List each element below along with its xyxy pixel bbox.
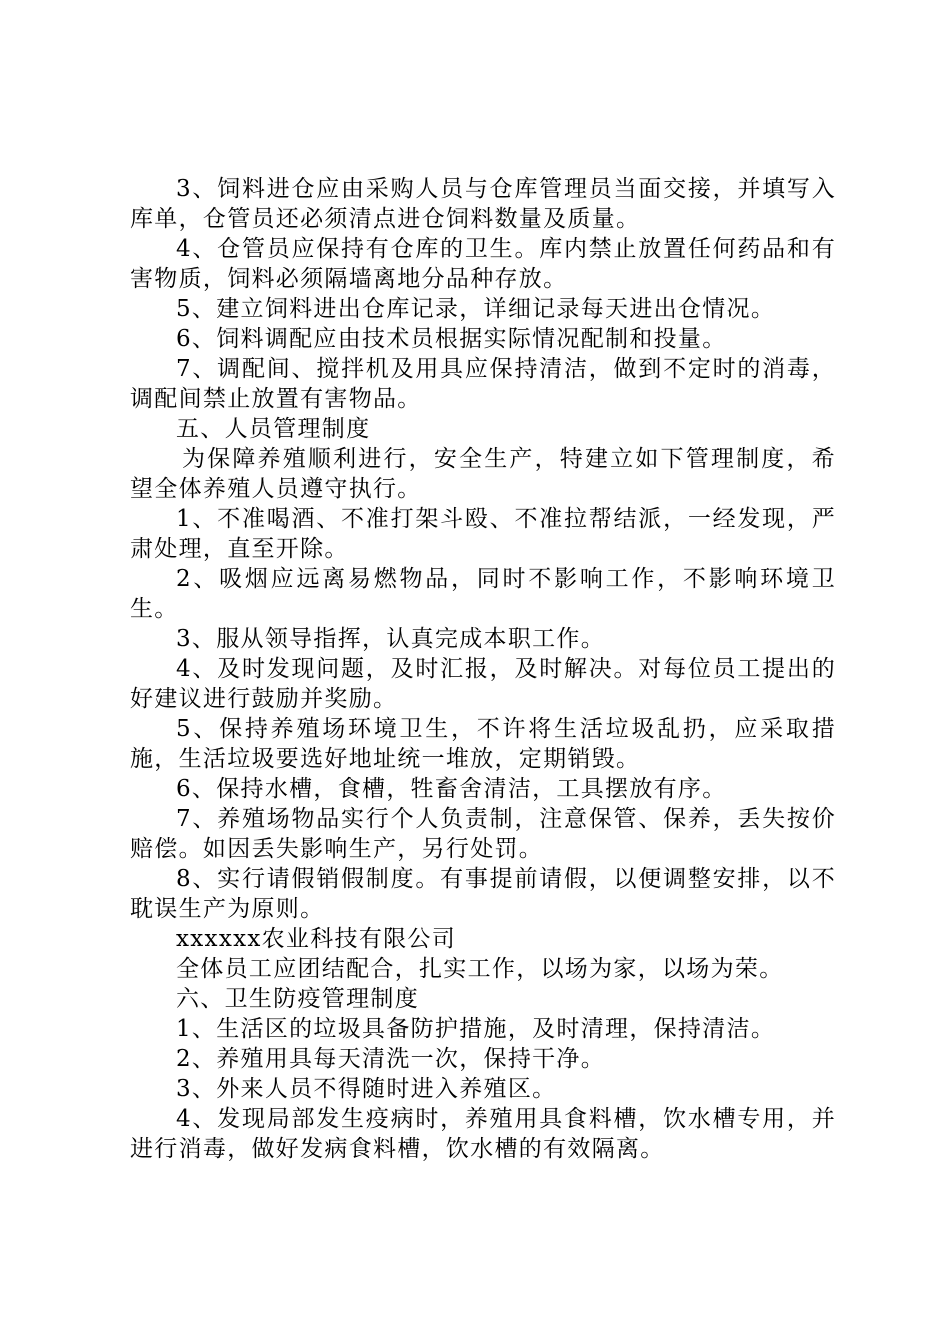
- paragraph-personnel-rule-2: 2、吸烟应远离易燃物品，同时不影响工作，不影响环境卫生。: [130, 566, 836, 622]
- paragraph-feed-mixing: 6、饲料调配应由技术员根据实际情况配制和投量。: [176, 326, 727, 352]
- section-heading-personnel: 五、人员管理制度: [176, 416, 371, 442]
- paragraph-team-slogan: 全体员工应团结配合，扎实工作，以场为家，以场为荣。: [176, 956, 784, 982]
- paragraph-personnel-rule-8: 8、实行请假销假制度。有事提前请假，以便调整安排，以不耽误生产为原则。: [130, 866, 836, 922]
- paragraph-warehouse-hygiene: 4、仓管员应保持有仓库的卫生。库内禁止放置任何药品和有害物质，饲料必须隔墙离地分品种存放。: [130, 236, 836, 292]
- paragraph-hygiene-rule-2: 2、养殖用具每天清洗一次，保持干净。: [176, 1046, 606, 1072]
- paragraph-hygiene-rule-1: 1、生活区的垃圾具备防护措施，及时清理，保持清洁。: [176, 1016, 776, 1042]
- company-name: xxxxxx农业科技有限公司: [176, 926, 457, 952]
- section-heading-hygiene: 六、卫生防疫管理制度: [176, 986, 419, 1012]
- paragraph-mixing-room-cleaning: 7、调配间、搅拌机及用具应保持清洁，做到不定时的消毒，调配间禁止放置有害物品。: [130, 356, 836, 412]
- paragraph-personnel-rule-3: 3、服从领导指挥，认真完成本职工作。: [176, 626, 606, 652]
- paragraph-personnel-intro: 为保障养殖顺利进行，安全生产，特建立如下管理制度，希望全体养殖人员遵守执行。: [130, 446, 836, 502]
- paragraph-personnel-rule-6: 6、保持水槽，食槽，牲畜舍清洁，工具摆放有序。: [176, 776, 727, 802]
- paragraph-hygiene-rule-3: 3、外来人员不得随时进入养殖区。: [176, 1076, 557, 1102]
- paragraph-personnel-rule-4: 4、及时发现问题，及时汇报，及时解决。对每位员工提出的好建议进行鼓励并奖励。: [130, 656, 836, 712]
- paragraph-feed-records: 5、建立饲料进出仓库记录，详细记录每天进出仓情况。: [176, 296, 776, 322]
- paragraph-hygiene-rule-4: 4、发现局部发生疫病时，养殖用具食料槽，饮水槽专用，并进行消毒，做好发病食料槽，饮水槽的有效隔离。: [130, 1106, 836, 1162]
- paragraph-personnel-rule-5: 5、保持养殖场环境卫生，不许将生活垃圾乱扔，应采取措施，生活垃圾要选好地址统一堆放，定期销毁。: [130, 716, 836, 772]
- paragraph-feed-storage-handover: 3、饲料进仓应由采购人员与仓库管理员当面交接，并填写入库单，仓管员还必须清点进仓饲料数量及质量。: [130, 176, 836, 232]
- document-body: [130, 174, 836, 1164]
- paragraph-personnel-rule-1: 1、不准喝酒、不准打架斗殴、不准拉帮结派，一经发现，严肃处理，直至开除。: [130, 506, 836, 562]
- paragraph-personnel-rule-7: 7、养殖场物品实行个人负责制，注意保管、保养，丢失按价赔偿。如因丢失影响生产，另行处罚。: [130, 806, 836, 862]
